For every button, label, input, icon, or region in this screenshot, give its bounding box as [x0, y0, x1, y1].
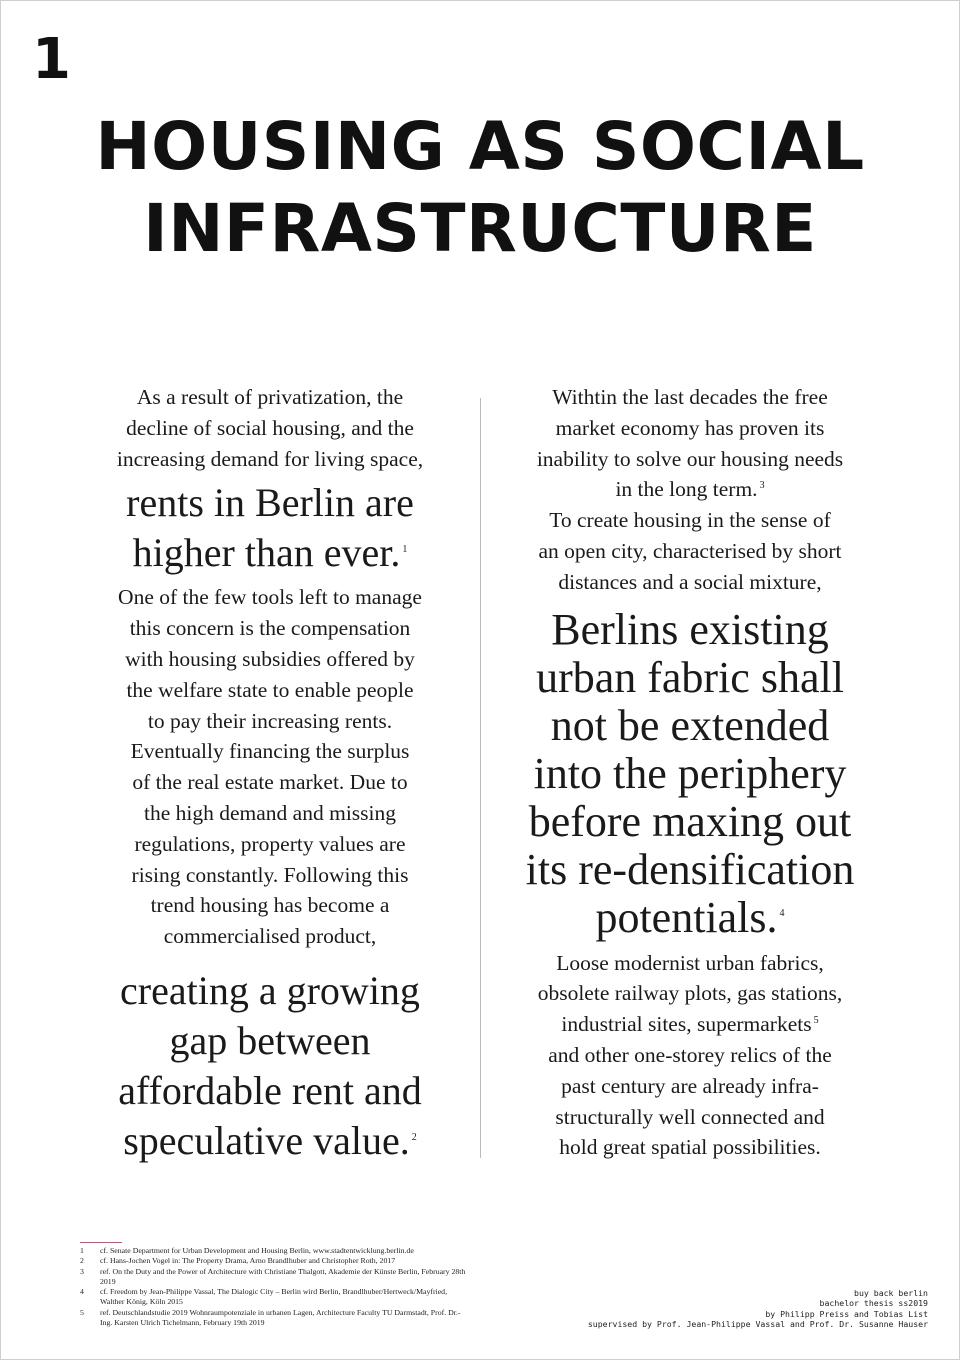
footnote-item: [80, 1308, 470, 1329]
footnote-item: [80, 1256, 470, 1266]
right-intro: [495, 382, 885, 598]
footnote-rule: [80, 1242, 122, 1243]
text-line: As a result of privatization, the: [136, 385, 404, 409]
text-line: trend housing has become a: [150, 893, 390, 918]
text-line: of the real estate market. Due to: [132, 770, 408, 795]
text-line: rising constantly. Following this: [131, 862, 409, 887]
credits-supervisors: supervised by Prof. Jean-Philippe Vassal and Prof. Dr. Susanne Hauser: [587, 1319, 928, 1330]
footnote-number: 4: [80, 1287, 84, 1297]
text-line: commercialised product,: [163, 924, 377, 949]
page-title: [0, 106, 960, 270]
footnote-item: [80, 1287, 470, 1308]
credits-thesis: bachelor thesis ss2019: [819, 1298, 928, 1309]
text-line: past century are already infra-: [561, 1073, 819, 1098]
footnote-item: [80, 1267, 470, 1288]
text-line: an open city, characterised by short: [538, 538, 842, 563]
text-line: structurally well connected and: [555, 1104, 825, 1129]
footnote-text: cf. Freedom by Jean-Philippe Vassal, The Dialogic City – Berlin wird Berlin, Brandlhuber/Hertweck/Mayfried, Walther König, Köln 2015: [100, 1287, 448, 1307]
footnote-text: cf. Senate Department for Urban Development and Housing Berlin, www.stadtentwicklung.berlin.de: [100, 1246, 414, 1255]
credits-project: buy back berlin: [854, 1288, 928, 1298]
text-line: market economy has proven its: [555, 415, 825, 440]
right-column: [495, 382, 885, 1163]
highlight-line: into the periphery: [533, 748, 847, 798]
text-line: and other one-storey relics of the: [548, 1042, 832, 1067]
footnote-ref: 4: [779, 907, 785, 919]
text-line: with housing subsidies offered by: [125, 646, 415, 671]
footnote-text: ref. On the Duty and the Power of Architecture with Christiane Thalgott, Akademie der Künste Berlin, February 28th 2019: [100, 1266, 466, 1286]
title-line-1: HOUSING AS SOCIAL: [95, 108, 865, 185]
footnote-text: ref. Deutschlandstudie 2019 Wohnraumpotenziale in urbanen Lagen, Architecture Faculty TU Darmstadt, Prof. Dr.-Ing. Karsten Ulrich Tichelmann, February 19th 2019: [100, 1307, 461, 1328]
text-line: Withtin the last decades the free: [552, 385, 828, 409]
text-line: Eventually financing the surplus: [130, 739, 410, 764]
highlight-line: not be extended: [550, 700, 830, 750]
footnote-text: cf. Hans-Jochen Vogel in: The Property Drama, Arno Brandlhuber and Christopher Roth, 2017: [100, 1256, 396, 1266]
chapter-number: 1: [32, 27, 71, 92]
text-line: distances and a social mixture,: [558, 569, 822, 594]
highlight-line: speculative value.: [123, 1117, 410, 1163]
text-line: One of the few tools left to manage: [118, 585, 422, 610]
highlight-line: higher than ever.: [132, 530, 401, 576]
highlight-line: its re-densification: [525, 844, 855, 894]
text-line: this concern is the compensation: [129, 616, 411, 641]
right-outro: [495, 948, 885, 1164]
footnote-item: [80, 1246, 470, 1256]
footnote-number: 2: [80, 1256, 84, 1266]
title-line-2: INFRASTRUCTURE: [143, 190, 817, 267]
left-column: [75, 382, 465, 1170]
highlight-line: affordable rent and: [118, 1067, 422, 1113]
highlight-line: before maxing out: [528, 796, 852, 846]
text-line: inability to solve our housing needs: [536, 446, 844, 471]
highlight-line: urban fabric shall: [536, 652, 844, 702]
footnote-number: 3: [80, 1266, 84, 1276]
highlight-line: Berlins existing: [551, 604, 829, 654]
left-body: [75, 582, 465, 952]
text-line: increasing demand for living space,: [116, 446, 424, 471]
right-highlight: [495, 606, 885, 942]
footnote-ref: 2: [411, 1131, 417, 1143]
footnote-number: 1: [80, 1246, 84, 1255]
footnote-ref: 1: [402, 544, 408, 556]
left-intro: [75, 382, 465, 474]
left-highlight-1: [75, 478, 465, 578]
text-line: Loose modernist urban fabrics,: [556, 950, 824, 975]
footnotes: [80, 1246, 470, 1328]
text-line: in the long term.: [615, 477, 758, 502]
footnote-ref: 3: [759, 480, 765, 492]
text-line: to pay their increasing rents.: [147, 708, 393, 733]
highlight-line: rents in Berlin are: [126, 480, 414, 526]
credits-authors: by Philipp Preiss and Tobias List: [765, 1308, 928, 1319]
text-line: regulations, property values are: [134, 831, 406, 856]
text-line: the welfare state to enable people: [126, 677, 414, 702]
text-line: hold great spatial possibilities.: [559, 1135, 821, 1160]
text-line: industrial sites, supermarkets: [561, 1012, 812, 1037]
text-line: the high demand and missing: [144, 800, 396, 825]
column-divider: [480, 398, 481, 1158]
highlight-line: gap between: [169, 1017, 371, 1063]
credits: [588, 1288, 928, 1330]
highlight-line: creating a growing: [120, 967, 420, 1013]
text-line: To create housing in the sense of: [549, 508, 831, 533]
footnote-number: 5: [80, 1307, 84, 1317]
text-line: decline of social housing, and the: [126, 415, 414, 440]
footnote-ref: 5: [813, 1015, 819, 1027]
highlight-line: potentials.: [595, 892, 778, 942]
text-line: obsolete railway plots, gas stations,: [537, 981, 843, 1006]
left-highlight-2: [75, 966, 465, 1166]
